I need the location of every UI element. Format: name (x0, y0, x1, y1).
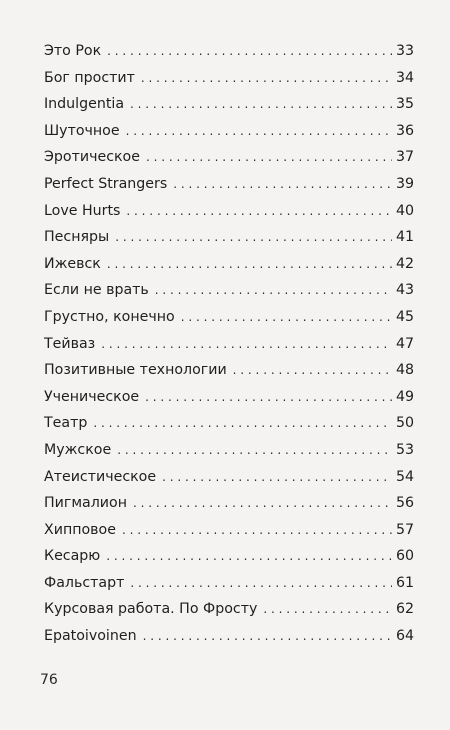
toc-entry-page: 56 (395, 495, 414, 512)
toc-entry-title: Тейваз (44, 335, 96, 352)
dot-leader (173, 171, 392, 198)
dot-leader (263, 596, 392, 623)
toc-entry-title: Если не врать (44, 282, 149, 299)
toc-entry-page: 43 (395, 282, 414, 299)
dot-leader (130, 570, 392, 597)
toc-entry-title: Мужское (44, 441, 112, 458)
toc-entry-page: 57 (395, 521, 414, 538)
toc-entry (44, 384, 414, 411)
table-of-contents (44, 38, 414, 650)
dot-leader (141, 65, 392, 92)
toc-entry-page: 37 (395, 149, 414, 166)
toc-entry-page: 61 (395, 574, 414, 591)
toc-entry-page: 54 (395, 468, 414, 485)
page-number: 76 (40, 672, 58, 688)
dot-leader (130, 91, 392, 118)
toc-entry (44, 464, 414, 491)
dot-leader (126, 118, 392, 145)
toc-entry-title: Эротическое (44, 149, 140, 166)
toc-entry-title: Грустно, конечно (44, 308, 175, 325)
dot-leader (101, 331, 392, 358)
toc-entry-title: Позитивные технологии (44, 362, 227, 379)
dot-leader (93, 410, 392, 437)
toc-entry-title: Бог простит (44, 69, 135, 86)
toc-entry-title: Театр (44, 415, 88, 432)
dot-leader (126, 198, 392, 225)
toc-entry-page: 53 (395, 441, 414, 458)
toc-entry-title: Indulgentia (44, 96, 125, 113)
toc-entry-title: Love Hurts (44, 202, 121, 219)
toc-entry-page: 60 (395, 548, 414, 565)
dot-leader (115, 224, 392, 251)
toc-entry-title: Ижевск (44, 255, 101, 272)
toc-entry (44, 198, 414, 225)
toc-entry-page: 39 (395, 175, 414, 192)
toc-entry-page: 62 (395, 601, 414, 618)
dot-leader (107, 251, 392, 278)
dot-leader (106, 543, 392, 570)
toc-entry-title: Песняры (44, 229, 110, 246)
toc-entry (44, 91, 414, 118)
toc-entry (44, 65, 414, 92)
toc-entry-title: Ученическое (44, 388, 140, 405)
toc-entry-page: 35 (395, 96, 414, 113)
toc-entry-title: Пигмалион (44, 495, 127, 512)
toc-entry-title: Epatoivoinen (44, 628, 137, 645)
toc-entry-title: Это Рок (44, 43, 102, 59)
dot-leader (181, 304, 392, 331)
dot-leader (145, 384, 392, 411)
toc-entry (44, 437, 414, 464)
dot-leader (107, 38, 392, 65)
toc-entry-page: 64 (395, 628, 414, 645)
dot-leader (155, 277, 392, 304)
toc-entry (44, 543, 414, 570)
toc-entry-title: Perfect Strangers (44, 175, 168, 192)
toc-entry-page: 50 (395, 415, 414, 432)
toc-entry (44, 570, 414, 597)
toc-entry (44, 357, 414, 384)
toc-entry-title: Кесарю (44, 548, 101, 565)
toc-entry (44, 144, 414, 171)
toc-entry (44, 118, 414, 145)
dot-leader (117, 437, 392, 464)
toc-entry-page: 36 (395, 122, 414, 139)
toc-entry-page: 47 (395, 335, 414, 352)
toc-entry (44, 623, 414, 650)
toc-entry-title: Фальстарт (44, 574, 125, 591)
toc-entry-page: 41 (395, 229, 414, 246)
toc-entry (44, 517, 414, 544)
toc-entry (44, 251, 414, 278)
toc-entry-page: 34 (395, 69, 414, 86)
dot-leader (162, 464, 392, 491)
toc-entry (44, 38, 414, 65)
toc-entry (44, 596, 414, 623)
toc-entry-title: Курсовая работа. По Фросту (44, 601, 258, 618)
toc-entry-page: 42 (395, 255, 414, 272)
toc-entry (44, 304, 414, 331)
toc-entry (44, 490, 414, 517)
toc-entry (44, 410, 414, 437)
toc-entry-page: 40 (395, 202, 414, 219)
toc-entry-page: 48 (395, 362, 414, 379)
dot-leader (133, 490, 392, 517)
toc-entry-title: Хипповое (44, 521, 116, 538)
toc-entry (44, 331, 414, 358)
dot-leader (146, 144, 392, 171)
toc-entry-page: 33 (395, 43, 414, 59)
toc-entry (44, 171, 414, 198)
dot-leader (143, 623, 392, 650)
toc-entry (44, 224, 414, 251)
dot-leader (122, 517, 392, 544)
toc-entry-page: 49 (395, 388, 414, 405)
toc-entry-page: 45 (395, 308, 414, 325)
toc-entry (44, 277, 414, 304)
dot-leader (233, 357, 392, 384)
toc-entry-title: Шуточное (44, 122, 120, 139)
toc-entry-title: Атеистическое (44, 468, 157, 485)
